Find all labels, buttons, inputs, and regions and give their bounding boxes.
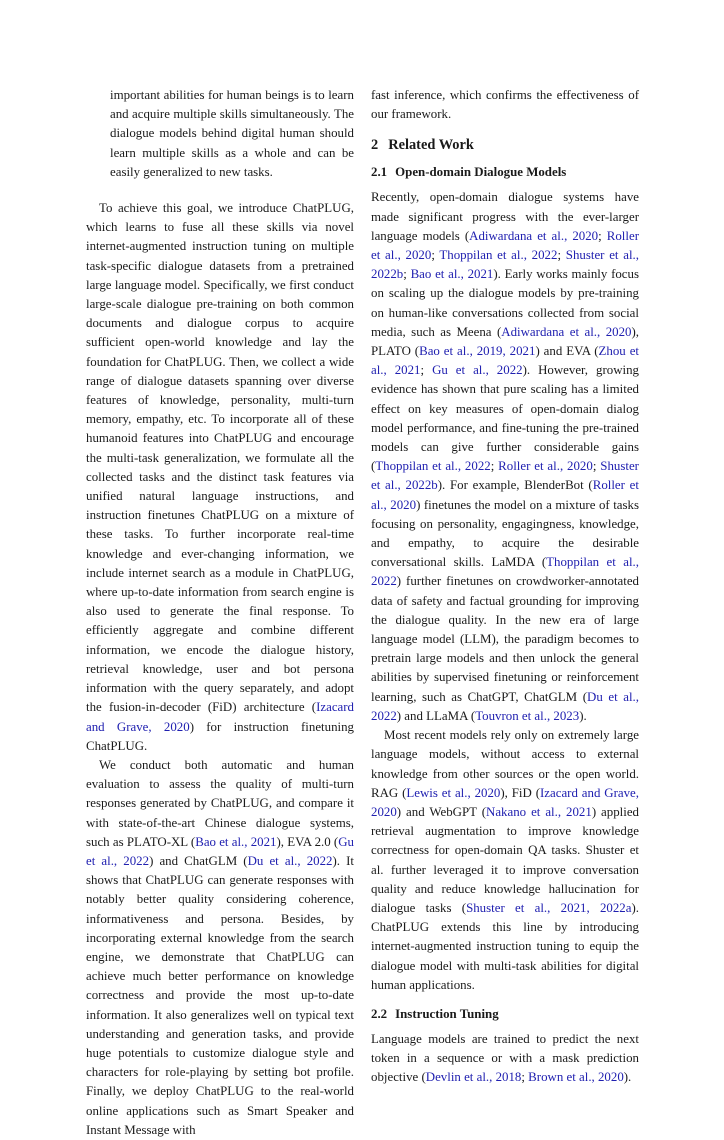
citation-link[interactable]: Thoppilan et al., 2022 bbox=[439, 248, 558, 263]
section-heading-related-work bbox=[371, 136, 639, 155]
text-run: ). bbox=[579, 708, 587, 723]
citation-link[interactable]: Gu et al., 2022 bbox=[432, 363, 523, 378]
citation-link[interactable]: Bao et al., 2021 bbox=[195, 834, 277, 849]
subsection-title: Instruction Tuning bbox=[395, 1006, 499, 1021]
citation-link[interactable]: Touvron et al., 2023 bbox=[475, 708, 580, 723]
subsection-number: 2.2 bbox=[371, 1006, 388, 1021]
text-run: To achieve this goal, we introduce ChatPLUG, which learns to fuse all these skills via novel internet-augmented instruction tuning on multiple task-specific dialogue datasets from a pretrained large language model. Specifically, we first conduct large-scale dialogue pre-training on both common documents and dialogue corpus to acquire sufficient open-world knowledge and lay the foundation for ChatPLUG. Then, we collect a wide range of dialogue datasets spanning over diverse features of knowledge, personality, multi-turn memory, empathy, etc. To incorporate all of these humanoid features into ChatPLUG and encourage the multi-task generalization, we formulate all the collected tasks and the distinct task features via unified natural language instructions, and instruction finetunes ChatPLUG on a mixture of these tasks. To further incorporate real-time knowledge and ever-changing information, we include internet search as a module in ChatPLUG, where up-to-date information from search engine is also used to generate the final response. To efficiently aggregate and combine different information, we encode the dialogue history, retrieval knowledge, user and bot persona information with the query separately, and adopt the fusion-in-decoder (FiD) architecture ( bbox=[86, 201, 354, 715]
citation-link[interactable]: Bao et al., 2019, 2021 bbox=[419, 344, 536, 359]
citation-link[interactable]: Thoppilan et al., 2022 bbox=[371, 555, 639, 589]
text-run: ). bbox=[623, 1070, 632, 1085]
evaluation-paragraph bbox=[86, 756, 354, 1140]
text-run: ). Early works mainly focus on scaling up the dialogue models by pre-training on human-like conversations collected from social media, such as Meena ( bbox=[371, 267, 639, 339]
text-run: ), FiD ( bbox=[500, 785, 540, 800]
text-run: ), EVA 2.0 ( bbox=[276, 834, 339, 849]
citation-link[interactable]: Adiwardana et al., 2020 bbox=[501, 324, 632, 339]
right-column bbox=[371, 86, 639, 1088]
citation-link[interactable]: Du et al., 2022 bbox=[371, 689, 639, 723]
text-run: ) and EVA ( bbox=[535, 344, 599, 359]
intro-paragraph-chatplug bbox=[86, 199, 354, 756]
text-run: ; bbox=[521, 1070, 529, 1085]
subsection-number: 2.1 bbox=[371, 165, 388, 180]
citation-link[interactable]: Adiwardana et al., 2020 bbox=[469, 228, 599, 243]
text-run: ; bbox=[592, 459, 601, 474]
text-run: ; bbox=[598, 228, 607, 243]
subsection-title: Open-domain Dialogue Models bbox=[395, 165, 567, 180]
text-run: ) finetunes the model on a mixture of tasks focusing on personality, engagingness, knowledge, and empathy, to acquire the desirable conversational skills. LaMDA ( bbox=[371, 497, 639, 570]
text-run: ). ChatPLUG extends this line by introducing internet-augmented instruction tuning to equip the dialogue model with multi-task abilities for digital human applications. bbox=[371, 900, 639, 992]
citation-link[interactable]: Izacard and Grave, 2020 bbox=[86, 700, 354, 734]
citation-link[interactable]: Zhou et al., 2021 bbox=[371, 344, 639, 378]
text-run: ; bbox=[490, 459, 499, 474]
section-number: 2 bbox=[371, 137, 379, 154]
citation-link[interactable]: Izacard and Grave, 2020 bbox=[371, 785, 639, 819]
text-run: ; bbox=[420, 363, 433, 378]
text-run: ; bbox=[557, 248, 566, 263]
text-run: ; bbox=[403, 267, 411, 282]
citation-link[interactable]: Thoppilan et al., 2022 bbox=[375, 459, 491, 474]
text-run: ) and LLaMA ( bbox=[396, 708, 476, 723]
quote-paragraph: important abilities for human beings is to learn and acquire multiple skills simultaneously. The dialogue models behind digital human should learn multiple skills as a whole and can be easily generalized to new tasks. bbox=[110, 88, 354, 179]
text-run: Most recent models rely only on extremely large language models, without access to external knowledge from other sources or the open world. RAG ( bbox=[371, 728, 639, 800]
text-run: ; bbox=[431, 248, 440, 263]
text-run: Recently, open-domain dialogue systems have made significant progress with the ever-larger language models ( bbox=[371, 190, 639, 243]
text-run: We conduct both automatic and human evaluation to assess the quality of multi-turn responses generated by ChatPLUG, and compare it with state-of-the-art Chinese dialogue systems, such as PLATO-XL ( bbox=[86, 757, 354, 849]
retrieval-paragraph bbox=[371, 726, 639, 995]
left-column bbox=[86, 86, 354, 1140]
citation-link[interactable]: Shuster et al., 2021, 2022a bbox=[466, 900, 632, 915]
open-domain-paragraph bbox=[371, 188, 639, 726]
citation-link[interactable]: Devlin et al., 2018 bbox=[425, 1070, 522, 1085]
citation-link[interactable]: Nakano et al., 2021 bbox=[486, 804, 592, 819]
text-run: ) further finetunes on crowdworker-annotated data of safety and factual grounding for improving the dialogue quality. In the new era of large language model (LLM), the paradigm becomes to pretrain large models and then unlock the general abilities by supervised finetuning or reinforcement learning, such as ChatGPT, ChatGLM ( bbox=[371, 574, 639, 704]
text-run: ), PLATO ( bbox=[371, 324, 639, 359]
section-title: Related Work bbox=[388, 137, 474, 154]
citation-link[interactable]: Gu et al., 2022 bbox=[86, 834, 354, 868]
citation-link[interactable]: Roller et al., 2020 bbox=[371, 228, 639, 263]
subsection-heading-open-domain bbox=[371, 163, 639, 182]
subsection-heading-instruction-tuning bbox=[371, 1005, 639, 1024]
text-run: ) for instruction finetuning ChatPLUG. bbox=[86, 719, 354, 753]
citation-link[interactable]: Bao et al., 2021 bbox=[410, 267, 494, 282]
text-run: Language models are trained to predict the next token in a sequence or with a mask prediction objective ( bbox=[371, 1031, 639, 1085]
text-run: ) and ChatGLM ( bbox=[149, 853, 248, 868]
citation-link[interactable]: Roller et al., 2020 bbox=[498, 459, 593, 474]
text-run: ). However, growing evidence has shown that pure scaling has a limited effect on key measures of open-domain dialog model performance, and fine-tuning the pre-trained models can give further considerable gains ( bbox=[371, 363, 639, 474]
citation-link[interactable]: Lewis et al., 2020 bbox=[406, 785, 501, 800]
text-run: ) applied retrieval augmentation to improve knowledge correctness for open-domain QA tasks. Shuster et al. further leveraged it to improve conversation quality and reduce knowledge hallucination for dialogue tasks ( bbox=[371, 804, 639, 915]
citation-link[interactable]: Shuster et al., 2022b bbox=[371, 248, 639, 282]
text-run: ). It shows that ChatPLUG can generate responses with notably better quality considering coherence, informativeness and persona. Besides, by incorporating external knowledge from the search engine, we demonstrate that ChatPLUG can achieve much better performance on knowledge correctness and provide the most up-to-date information. It also generalizes well on typical text understanding and generation tasks, and provide huge potentials to customize dialogue style and characters for role-playing by setting bot profile. Finally, we deploy ChatPLUG to the real-world online applications such as Smart Speaker and Instant Message with bbox=[86, 853, 354, 1137]
citation-link[interactable]: Roller et al., 2020 bbox=[371, 478, 639, 512]
citation-link[interactable]: Shuster et al., 2022b bbox=[371, 459, 639, 493]
text-run: ) and WebGPT ( bbox=[396, 804, 487, 819]
instruction-tuning-paragraph bbox=[371, 1030, 639, 1088]
citation-link[interactable]: Du et al., 2022 bbox=[247, 853, 333, 868]
continuation-paragraph: fast inference, which confirms the effectiveness of our framework. bbox=[371, 88, 639, 122]
citation-link[interactable]: Brown et al., 2020 bbox=[528, 1070, 624, 1085]
text-run: ). For example, BlenderBot ( bbox=[437, 478, 593, 493]
